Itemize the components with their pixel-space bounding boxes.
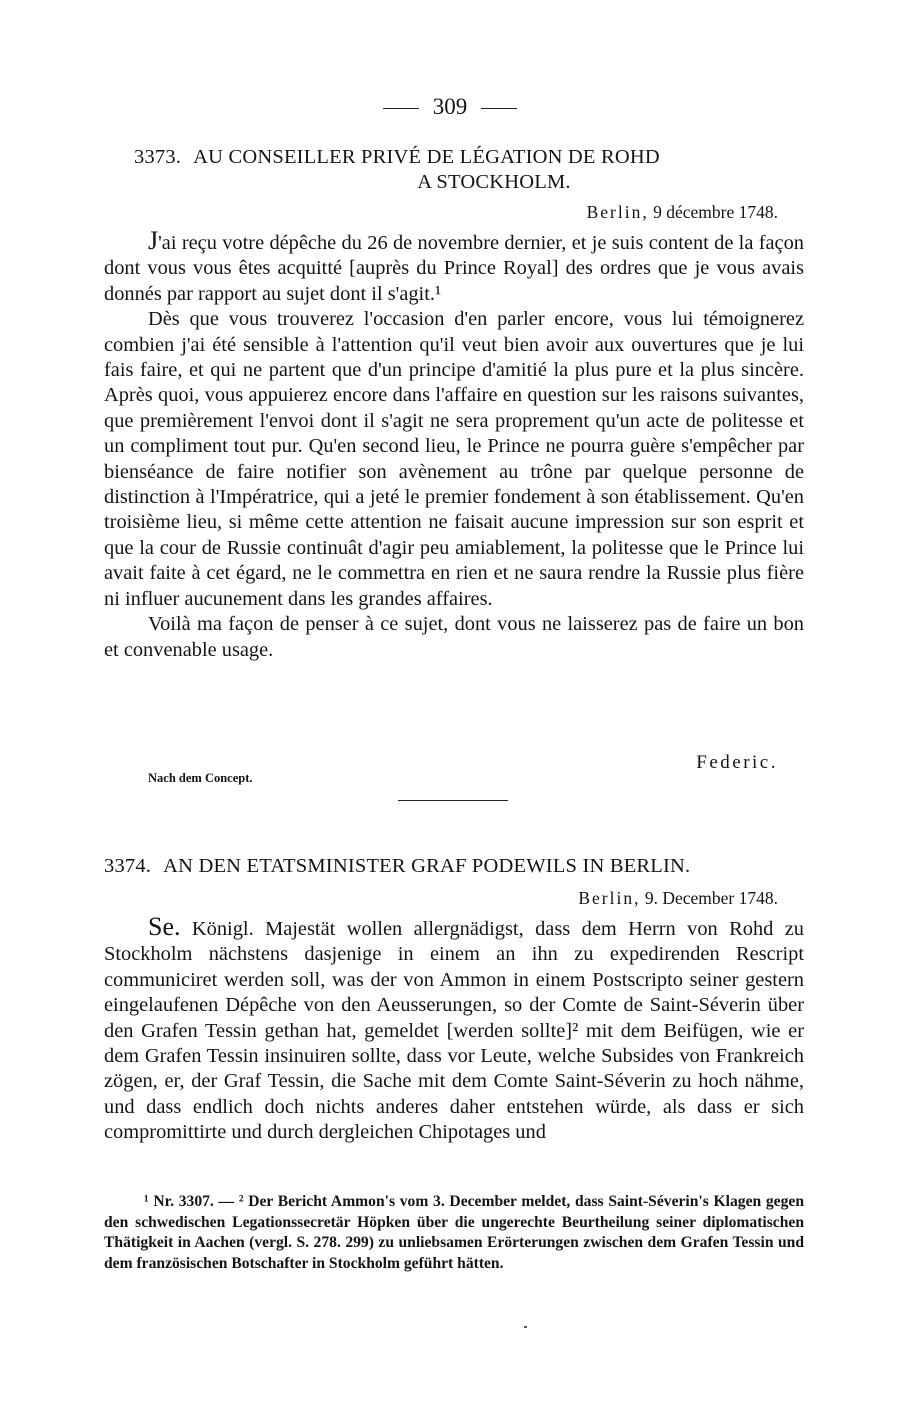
paragraph: Voilà ma façon de penser à ce sujet, dont vous ne laisserez pas de faire un bon et convenable usage. [104, 613, 804, 661]
paragraph: Dès que vous trouverez l'occasion d'en parler encore, vous lui témoignerez combien j'ai été sensible à l'attention qu'il veut bien avoir aux ouvertures que je lui fais faire, et qui ne partent que d'un principe d'amitié la plus pure et la plus sincère. Après quoi, vous appuierez encore dans l'affaire en question sur les raisons suivantes, que premièrement l'envoi dont il s'agit ne sera proprement qu'un acte de politesse et un compliment tout pur. Qu'en second lieu, le Prince ne pourra guère s'empêcher par bienséance de faire notifier son avènement au trône par quelque personne de distinction à l'Impératrice, qui a jeté le premier fondement à son établissement. Qu'en troisième lieu, si même cette attention ne faisait aucune impression sur son esprit et que la cour de Russie continuât d'agir peu amiablement, la politesse que le Prince lui avait faite à cet égard, ne le commettra en rien et ne saura rendre la Russie plus fière ni influer aucunement dans les grandes affaires. [104, 308, 804, 610]
dateline-place: Berlin, [578, 888, 641, 908]
dateline-place: Berlin, [586, 202, 649, 222]
letter-number: 3373. [134, 146, 182, 168]
letter-3374-heading [104, 854, 804, 879]
heading-line2: A STOCKHOLM. [417, 171, 571, 193]
heading-line1: AU CONSEILLER PRIVÉ DE LÉGATION DE ROHD [193, 146, 660, 168]
initial-letter: J [148, 226, 159, 255]
letter-3374-body [104, 914, 804, 1146]
source-note: Nach dem Concept. [148, 771, 253, 785]
dash-right [481, 108, 517, 109]
paragraph: Se. Königl. Majestät wollen allergnädigst, dass dem Herrn von Rohd zu Stockholm nächstens dasjenige in einem an ihn zu expedirenden Rescript communiciret werden soll, was der von Ammon in einem Postscripto seiner gestern eingelaufenen Dépêche von den Aeusserungen, so der Comte de Saint-Séverin über den Grafen Tessin gethan hat, gemeldet [werden sollte]² mit dem Beifügen, wie er dem Grafen Tessin insinuiren sollte, dass vor Leute, welche Subsides von Frankreich zögen, er, der Graf Tessin, die Sache mit dem Comte Saint-Séverin zu hoch nähme, und dass endlich doch nichts anderes daher entstehen würde, als dass er sich compromittirte und durch dergleichen Chipotages und [104, 912, 804, 1144]
letter-3373-heading [134, 145, 834, 195]
signature: Federic. [696, 752, 778, 773]
letter-3374-dateline [578, 888, 778, 909]
section-divider [398, 800, 508, 801]
footnotes [104, 1192, 804, 1274]
footnote-text: ¹ Nr. 3307. — ² Der Bericht Ammon's vom 3. December meldet, dass Saint-Séverin's Klagen gegen den schwedischen Legationssecretär Höpken über die ungerechte Beurtheilung seiner diplomatischen Thätigkeit in Aachen (vergl. S. 278. 299) zu unliebsamen Erörterungen zwischen dem Grafen Tessin und dem französischen Botschafter in Stockholm geführt hätten. [104, 1193, 804, 1272]
dash-left [383, 108, 419, 109]
paragraph: J'ai reçu votre dépêche du 26 de novembre dernier, et je suis content de la façon dont vous vous êtes acquitté [auprès du Prince Royal] des ordres que je vous avais donnés par rapport au sujet dont il s'agit.¹ [104, 226, 804, 305]
initial-letter: Se. [148, 912, 181, 941]
print-speck [524, 1326, 527, 1328]
letter-number: 3374. [104, 855, 152, 877]
heading-line1: AN DEN ETATSMINISTER GRAF PODEWILS IN BERLIN. [163, 855, 691, 877]
letter-3373-dateline [587, 202, 778, 223]
page-number: 309 [432, 94, 468, 119]
letter-3373-body [104, 228, 804, 663]
dateline-date: 9. December 1748. [644, 888, 778, 908]
page-number-header [0, 94, 900, 120]
dateline-date: 9 décembre 1748. [653, 202, 778, 222]
